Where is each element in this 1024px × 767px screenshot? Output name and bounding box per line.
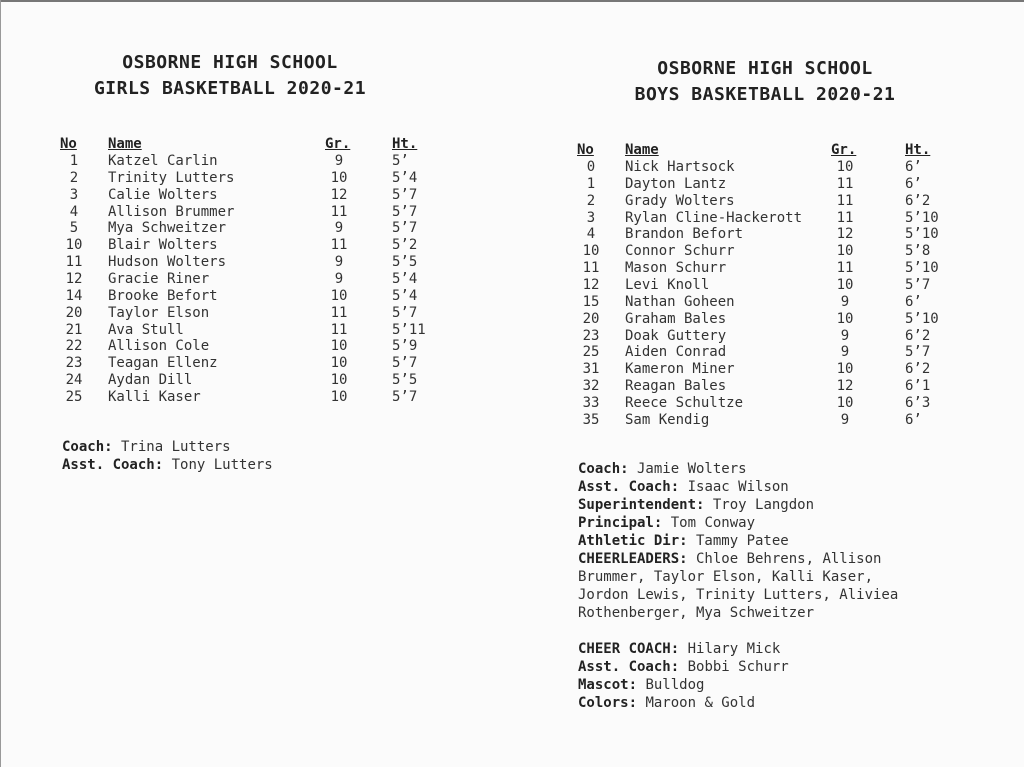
player-grade: 11 <box>836 209 854 226</box>
boys-header-name: Name <box>625 142 659 158</box>
player-name: Trinity Lutters <box>108 169 235 186</box>
player-grade: 10 <box>330 338 348 355</box>
player-grade: 10 <box>836 243 854 260</box>
boys-header-grade: Gr. <box>831 142 857 158</box>
player-number: 23 <box>65 355 83 372</box>
player-grade: 11 <box>330 203 348 220</box>
player-name: Aiden Conrad <box>625 344 727 361</box>
staff-line <box>578 460 1008 478</box>
player-grade: 10 <box>836 361 854 378</box>
player-height: 5’5 <box>392 254 418 271</box>
player-grade: 11 <box>330 321 348 338</box>
player-row <box>60 170 480 187</box>
player-row <box>577 193 997 210</box>
staff-label: Asst. Coach: <box>578 659 680 675</box>
player-row <box>60 355 480 372</box>
player-row <box>577 344 997 361</box>
staff-label: Coach: <box>578 461 629 477</box>
player-row <box>60 153 480 170</box>
player-number: 11 <box>582 260 600 277</box>
player-height: 5’4 <box>392 169 418 186</box>
player-name: Brandon Befort <box>625 226 744 243</box>
player-name: Mya Schweitzer <box>108 220 227 237</box>
staff-value: Brummer, Taylor Elson, Kalli Kaser, <box>578 569 874 585</box>
player-row <box>577 176 997 193</box>
player-height: 6’2 <box>905 327 931 344</box>
player-height: 5’5 <box>392 372 418 389</box>
player-height: 6’ <box>905 293 922 310</box>
player-row <box>577 395 997 412</box>
player-grade: 12 <box>330 186 348 203</box>
player-number: 14 <box>65 287 83 304</box>
player-number: 10 <box>65 237 83 254</box>
player-row <box>60 372 480 389</box>
player-number: 11 <box>65 254 83 271</box>
boys-title <box>570 56 960 108</box>
player-grade: 12 <box>836 378 854 395</box>
staff-value: Isaac Wilson <box>679 479 789 495</box>
player-height: 5’11 <box>392 321 426 338</box>
page-top-edge <box>0 0 1024 2</box>
player-number: 24 <box>65 372 83 389</box>
player-grade: 10 <box>330 287 348 304</box>
player-name: Kalli Kaser <box>108 388 201 405</box>
player-name: Taylor Elson <box>108 304 210 321</box>
staff-value: Bulldog <box>637 677 705 693</box>
player-number: 4 <box>586 226 596 243</box>
player-grade: 11 <box>836 175 854 192</box>
player-height: 5’7 <box>392 203 418 220</box>
staff-line <box>62 456 442 474</box>
player-row <box>60 305 480 322</box>
staff-line <box>578 676 1008 694</box>
staff-label: Asst. Coach: <box>578 479 680 495</box>
staff-line <box>578 694 1008 712</box>
player-number: 1 <box>69 153 79 169</box>
player-name: Graham Bales <box>625 310 727 327</box>
player-name: Calie Wolters <box>108 186 218 203</box>
player-height: 5’2 <box>392 237 418 254</box>
player-height: 5’7 <box>905 276 931 293</box>
staff-value: Tom Conway <box>662 515 756 531</box>
girls-staff <box>62 438 442 474</box>
player-height: 5’10 <box>905 226 939 243</box>
player-number: 32 <box>582 378 600 395</box>
boys-title-team: BOYS BASKETBALL 2020-21 <box>634 84 896 105</box>
staff-line <box>578 478 1008 496</box>
player-number: 10 <box>582 243 600 260</box>
player-number: 35 <box>582 411 600 428</box>
girls-header-grade: Gr. <box>325 136 351 152</box>
player-name: Nick Hartsock <box>625 159 735 175</box>
player-height: 5’4 <box>392 270 418 287</box>
player-number: 25 <box>65 388 83 405</box>
player-row <box>60 288 480 305</box>
player-number: 4 <box>69 203 79 220</box>
player-name: Reece Schultze <box>625 394 744 411</box>
player-height: 5’8 <box>905 243 931 260</box>
player-number: 23 <box>582 327 600 344</box>
player-number: 1 <box>586 175 596 192</box>
player-name: Dayton Lantz <box>625 175 727 192</box>
player-height: 5’9 <box>392 338 418 355</box>
staff-line <box>578 496 1008 514</box>
player-height: 5’7 <box>392 388 418 405</box>
player-grade: 10 <box>330 388 348 405</box>
girls-title <box>40 50 420 102</box>
player-grade: 9 <box>840 327 850 344</box>
player-grade: 9 <box>840 293 850 310</box>
player-height: 6’ <box>905 175 922 192</box>
player-row <box>577 277 997 294</box>
player-name: Ava Stull <box>108 321 184 338</box>
player-grade: 10 <box>836 159 854 175</box>
player-height: 5’10 <box>905 310 939 327</box>
player-row <box>577 378 997 395</box>
player-name: Katzel Carlin <box>108 153 218 169</box>
boys-staff <box>578 460 1008 712</box>
staff-line <box>578 532 1008 550</box>
boys-header-height: Ht. <box>905 142 931 158</box>
player-row <box>60 389 480 406</box>
player-name: Brooke Befort <box>108 287 218 304</box>
player-height: 6’1 <box>905 378 931 395</box>
girls-header-name: Name <box>108 136 142 152</box>
player-row <box>577 311 997 328</box>
staff-line <box>578 586 1008 604</box>
staff-value: Jordon Lewis, Trinity Lutters, Aliviea <box>578 587 899 603</box>
player-row <box>577 260 997 277</box>
staff-line <box>62 438 442 456</box>
staff-label: Asst. Coach: <box>62 457 164 473</box>
staff-line <box>578 568 1008 586</box>
player-name: Teagan Ellenz <box>108 355 218 372</box>
staff-line <box>578 514 1008 532</box>
player-grade: 10 <box>330 169 348 186</box>
player-height: 5’7 <box>392 186 418 203</box>
player-height: 5’7 <box>392 304 418 321</box>
player-name: Reagan Bales <box>625 378 727 395</box>
player-row <box>60 271 480 288</box>
staff-label: Mascot: <box>578 677 638 693</box>
staff-label: Superintendent: <box>578 497 705 513</box>
player-grade: 11 <box>330 237 348 254</box>
staff-label: Coach: <box>62 439 113 455</box>
player-row <box>60 322 480 339</box>
player-height: 6’2 <box>905 192 931 209</box>
player-name: Doak Guttery <box>625 327 727 344</box>
player-row <box>577 361 997 378</box>
boys-header-no: No <box>577 142 594 158</box>
player-number: 0 <box>586 159 596 175</box>
staff-value: Rothenberger, Mya Schweitzer <box>578 605 815 621</box>
player-grade: 11 <box>836 192 854 209</box>
player-number: 22 <box>65 338 83 355</box>
player-number: 15 <box>582 293 600 310</box>
boys-title-school: OSBORNE HIGH SCHOOL <box>657 58 873 79</box>
player-name: Sam Kendig <box>625 411 710 428</box>
girls-header-no: No <box>60 136 77 152</box>
player-number: 2 <box>586 192 596 209</box>
player-number: 12 <box>65 270 83 287</box>
player-grade: 10 <box>836 394 854 411</box>
player-name: Gracie Riner <box>108 270 210 287</box>
player-number: 3 <box>69 186 79 203</box>
page-left-edge <box>0 0 1 767</box>
player-row <box>60 237 480 254</box>
player-name: Kameron Miner <box>625 361 735 378</box>
player-grade: 9 <box>840 411 850 428</box>
staff-line <box>578 550 1008 568</box>
player-number: 2 <box>69 169 79 186</box>
player-height: 5’ <box>392 153 409 169</box>
player-row <box>577 210 997 227</box>
player-height: 6’ <box>905 411 922 428</box>
player-height: 5’7 <box>905 344 931 361</box>
staff-label: CHEERLEADERS: <box>578 551 688 567</box>
staff-value: Maroon & Gold <box>637 695 756 711</box>
player-grade: 9 <box>334 270 344 287</box>
player-grade: 10 <box>330 372 348 389</box>
staff-value: Hilary Mick <box>679 641 781 657</box>
player-height: 5’10 <box>905 260 939 277</box>
player-row <box>60 254 480 271</box>
player-number: 21 <box>65 321 83 338</box>
player-grade: 9 <box>334 254 344 271</box>
boys-roster <box>577 142 1007 432</box>
player-name: Aydan Dill <box>108 372 193 389</box>
player-height: 5’10 <box>905 209 939 226</box>
player-grade: 12 <box>836 226 854 243</box>
player-row <box>577 243 997 260</box>
player-grade: 10 <box>330 355 348 372</box>
player-number: 20 <box>582 310 600 327</box>
staff-label: Colors: <box>578 695 638 711</box>
player-number: 25 <box>582 344 600 361</box>
player-name: Allison Brummer <box>108 203 235 220</box>
staff-line <box>578 640 1008 658</box>
staff-value: Trina Lutters <box>112 439 231 455</box>
staff-label: Principal: <box>578 515 663 531</box>
player-grade: 9 <box>334 153 344 169</box>
staff-label: Athletic Dir: <box>578 533 688 549</box>
staff-value: Bobbi Schurr <box>679 659 789 675</box>
player-name: Blair Wolters <box>108 237 218 254</box>
player-name: Grady Wolters <box>625 192 735 209</box>
player-row <box>60 338 480 355</box>
staff-line <box>578 604 1008 622</box>
staff-value: Jamie Wolters <box>628 461 747 477</box>
player-grade: 11 <box>836 260 854 277</box>
player-row <box>577 226 997 243</box>
player-number: 20 <box>65 304 83 321</box>
girls-roster <box>60 136 480 406</box>
player-height: 6’3 <box>905 394 931 411</box>
player-grade: 9 <box>840 344 850 361</box>
staff-label: CHEER COACH: <box>578 641 680 657</box>
player-name: Rylan Cline-Hackerott <box>625 209 803 226</box>
girls-header-height: Ht. <box>392 136 418 152</box>
girls-title-team: GIRLS BASKETBALL 2020-21 <box>93 78 367 99</box>
player-name: Nathan Goheen <box>625 293 735 310</box>
player-name: Allison Cole <box>108 338 210 355</box>
player-height: 5’7 <box>392 355 418 372</box>
player-grade: 10 <box>836 276 854 293</box>
staff-value: Tammy Patee <box>687 533 789 549</box>
player-number: 33 <box>582 394 600 411</box>
player-name: Connor Schurr <box>625 243 735 260</box>
player-name: Levi Knoll <box>625 276 710 293</box>
player-row <box>60 187 480 204</box>
player-row <box>577 328 997 345</box>
player-number: 3 <box>586 209 596 226</box>
player-row <box>60 220 480 237</box>
player-height: 5’4 <box>392 287 418 304</box>
player-number: 12 <box>582 276 600 293</box>
player-name: Mason Schurr <box>625 260 727 277</box>
girls-title-school: OSBORNE HIGH SCHOOL <box>122 52 338 73</box>
staff-line <box>578 658 1008 676</box>
player-grade: 11 <box>330 304 348 321</box>
player-row <box>577 159 997 176</box>
player-height: 5’7 <box>392 220 418 237</box>
player-height: 6’2 <box>905 361 931 378</box>
player-row <box>577 294 997 311</box>
player-grade: 9 <box>334 220 344 237</box>
player-grade: 10 <box>836 310 854 327</box>
staff-value: Tony Lutters <box>163 457 273 473</box>
staff-value: Troy Langdon <box>704 497 815 513</box>
player-number: 31 <box>582 361 600 378</box>
player-height: 6’ <box>905 159 922 175</box>
player-name: Hudson Wolters <box>108 254 227 271</box>
player-number: 5 <box>69 220 79 237</box>
player-row <box>60 204 480 221</box>
staff-value: Chloe Behrens, Allison <box>687 551 882 567</box>
player-row <box>577 412 997 429</box>
staff-line <box>578 622 1008 640</box>
